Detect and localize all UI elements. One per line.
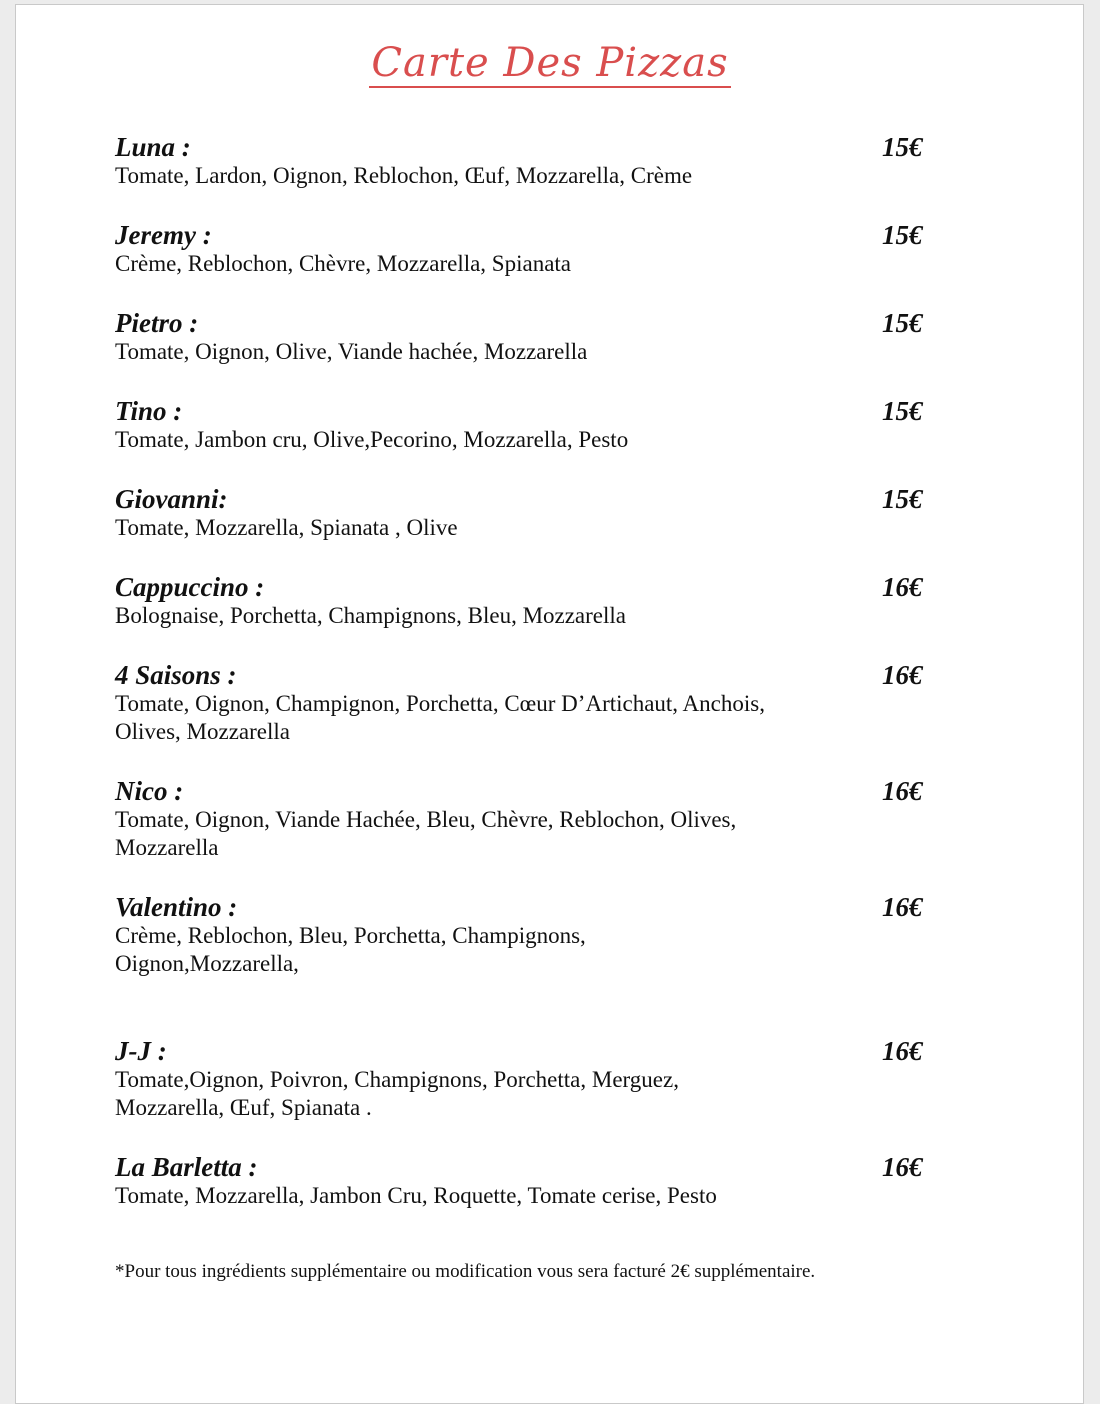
pizza-name: 4 Saisons : <box>115 660 237 690</box>
menu-title: Carte Des Pizzas <box>371 40 729 86</box>
pizza-name: Nico : <box>115 776 184 806</box>
pizza-ingredients: Crème, Reblochon, Bleu, Porchetta, Champignons, Oignon,Mozzarella, <box>115 923 586 976</box>
pizza-ingredients: Tomate, Mozzarella, Jambon Cru, Roquette, Tomate cerise, Pesto <box>115 1183 717 1208</box>
pizza-name: Pietro : <box>115 308 199 338</box>
pizza-item-4-saisons <box>115 660 935 746</box>
pizza-item-cappuccino <box>115 572 935 630</box>
pizza-price: 15€ <box>882 132 923 162</box>
pizza-price: 16€ <box>882 1036 923 1066</box>
pizza-name: La Barletta : <box>115 1152 258 1182</box>
pizza-ingredients: Tomate, Mozzarella, Spianata , Olive <box>115 515 458 540</box>
pizza-item-luna <box>115 132 935 190</box>
pizza-name: Tino : <box>115 396 183 426</box>
pizza-name: Giovanni: <box>115 484 228 514</box>
pizza-price: 15€ <box>882 484 923 514</box>
pizza-ingredients: Bolognaise, Porchetta, Champignons, Bleu, Mozzarella <box>115 603 626 628</box>
pizza-item-nico <box>115 776 935 862</box>
pizza-item-valentino <box>115 892 935 978</box>
pizza-price: 15€ <box>882 396 923 426</box>
pizza-ingredients: Tomate, Oignon, Olive, Viande hachée, Mozzarella <box>115 339 588 364</box>
pizza-item-j-j <box>115 1036 935 1122</box>
pizza-ingredients: Tomate,Oignon, Poivron, Champignons, Porchetta, Merguez, Mozzarella, Œuf, Spianata . <box>115 1067 679 1120</box>
pizza-name: Cappuccino : <box>115 572 265 602</box>
pizza-ingredients: Tomate, Oignon, Champignon, Porchetta, Cœur D’Artichaut, Anchois, Olives, Mozzarella <box>115 691 765 744</box>
pizza-ingredients: Crème, Reblochon, Chèvre, Mozzarella, Spianata <box>115 251 572 276</box>
pizza-name: J-J : <box>115 1036 167 1066</box>
pizza-item-tino <box>115 396 935 454</box>
pizza-ingredients: Tomate, Jambon cru, Olive,Pecorino, Mozzarella, Pesto <box>115 427 629 452</box>
footnote: *Pour tous ingrédients supplémentaire ou modification vous sera facturé 2€ supplémentaire. <box>115 1261 816 1282</box>
pizza-price: 16€ <box>882 660 923 690</box>
pizza-price: 16€ <box>882 572 923 602</box>
pizza-price: 16€ <box>882 892 923 922</box>
pizza-item-la-barletta <box>115 1152 935 1210</box>
pizza-price: 15€ <box>882 308 923 338</box>
pizza-price: 16€ <box>882 1152 923 1182</box>
pizza-ingredients: Tomate, Oignon, Viande Hachée, Bleu, Chèvre, Reblochon, Olives, Mozzarella <box>115 807 737 860</box>
pizza-item-jeremy <box>115 220 935 278</box>
pizza-name: Jeremy : <box>115 220 212 250</box>
pizza-price: 15€ <box>882 220 923 250</box>
pizza-name: Luna : <box>115 132 191 162</box>
pizza-item-giovanni <box>115 484 935 542</box>
pizza-price: 16€ <box>882 776 923 806</box>
pizza-item-pietro <box>115 308 935 366</box>
pizza-ingredients: Tomate, Lardon, Oignon, Reblochon, Œuf, Mozzarella, Crème <box>115 163 693 188</box>
pizza-name: Valentino : <box>115 892 238 922</box>
